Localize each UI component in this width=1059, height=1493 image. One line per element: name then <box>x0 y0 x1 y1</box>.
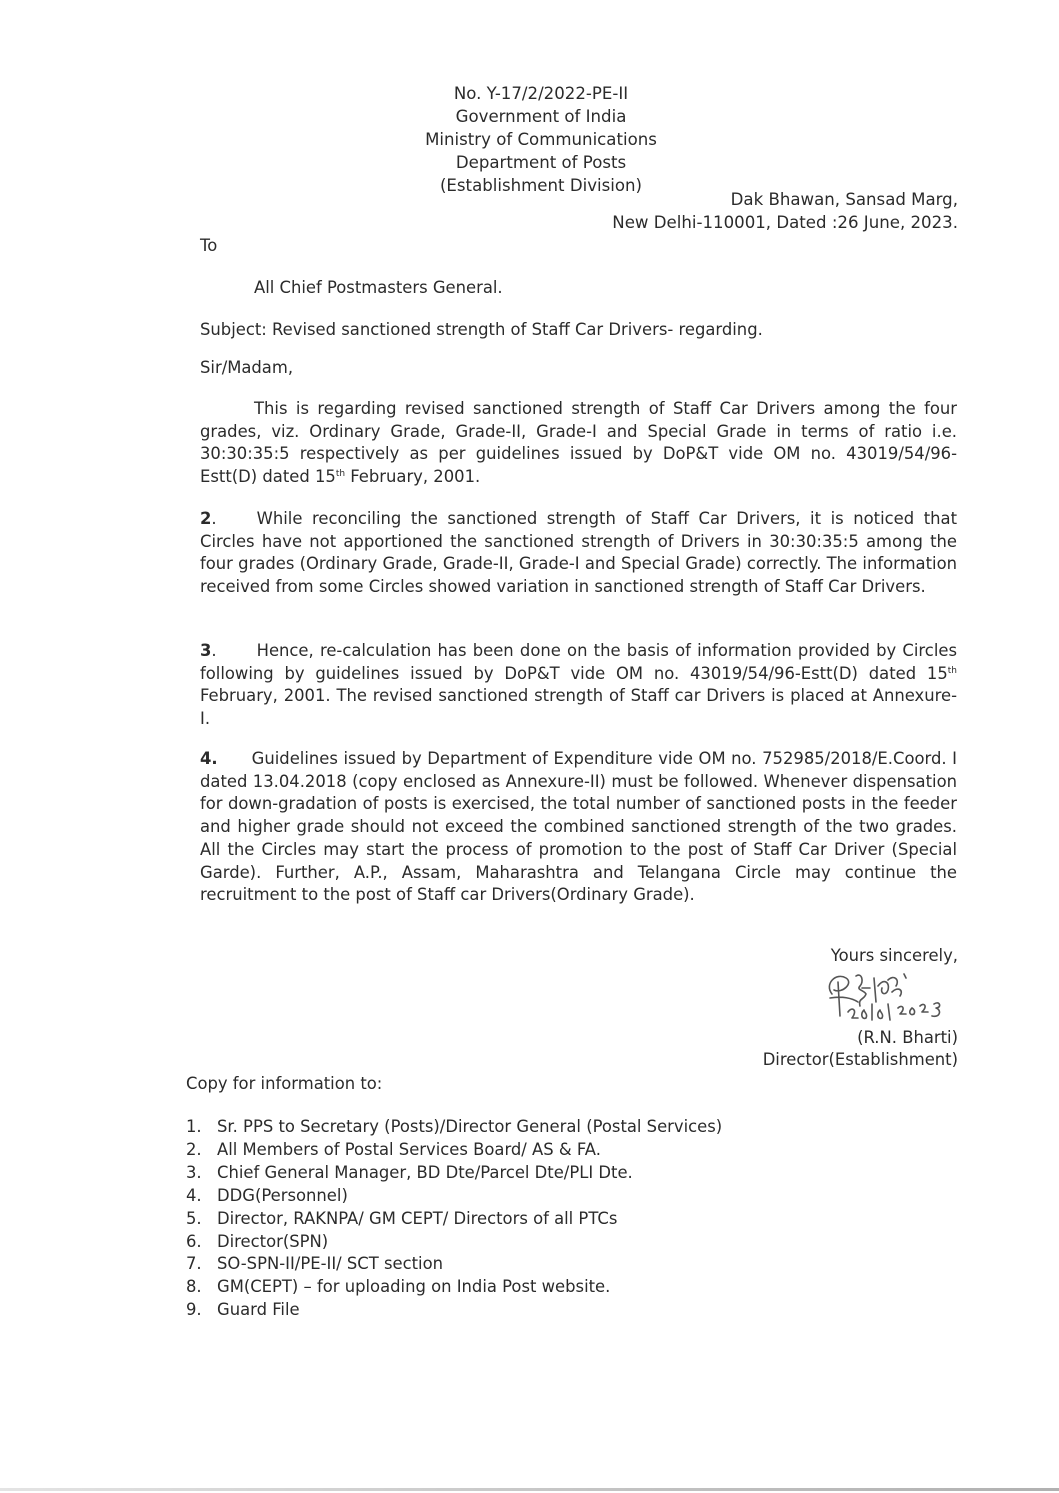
list-item: 2. All Members of Postal Services Board/ AS & FA. <box>186 1139 601 1159</box>
list-item: 9. Guard File <box>186 1300 300 1320</box>
paragraph-1 <box>200 398 957 489</box>
list-item: 5. Director, RAKNPA/ GM CEPT/ Directors of all PTCs <box>186 1208 618 1228</box>
address-line-1: Dak Bhawan, Sansad Marg, <box>730 190 958 209</box>
list-item: 6. Director(SPN) <box>186 1231 329 1251</box>
list-item: 7. SO-SPN-II/PE-II/ SCT section <box>186 1254 443 1274</box>
recipient: All Chief Postmasters General. <box>254 278 503 297</box>
paragraph-number: 4. <box>200 749 218 768</box>
list-item: 8. GM(CEPT) – for uploading on India Post website. <box>186 1277 611 1297</box>
handwritten-signature <box>818 968 968 1030</box>
address-date-line: New Delhi-110001, Dated :26 June, 2023. <box>612 213 958 232</box>
closing: Yours sincerely, <box>830 946 958 965</box>
sender-address <box>612 188 958 234</box>
copy-list <box>186 1116 722 1322</box>
ministry-name: Ministry of Communications <box>425 130 657 149</box>
paragraph-number: 3 <box>200 641 212 660</box>
paragraph-3-text-b: February, 2001. The revised sanctioned strength of Staff car Drivers is placed at Annexure-I. <box>200 686 957 729</box>
list-item: 1. Sr. PPS to Secretary (Posts)/Director General (Postal Services) <box>186 1117 723 1136</box>
paragraph-2: 2. While reconciling the sanctioned strength of Staff Car Drivers, it is noticed that Circles have not apportioned the sanctioned strength of Drivers in 30:30:35:5 among the four grades (Ordinary Grade, Grade-II, Grade-I and Special Grade) correctly. The information received from some Circles showed variation in sanctioned strength of Staff Car Drivers. <box>200 509 957 597</box>
file-number: No. Y-17/2/2022-PE-II <box>453 84 629 103</box>
paragraph-1-text-a: This is regarding revised sanctioned strength of Staff Car Drivers among the four grades, viz. Ordinary Grade, Grade-II, Grade-I and Special Grade in terms of ratio i.e. 30:30:35:5 respectively as per guidelines issued by DoP&T vide OM no. 43019/54/96-Estt(D) dated 15 <box>200 399 957 487</box>
paragraph-4 <box>200 748 957 907</box>
subject-line: Subject: Revised sanctioned strength of Staff Car Drivers- regarding. <box>200 320 763 339</box>
ordinal-suffix: th <box>335 469 346 480</box>
signatory-name: (R.N. Bharti) <box>857 1028 958 1047</box>
list-item: 3. Chief General Manager, BD Dte/Parcel Dte/PLI Dte. <box>186 1162 633 1182</box>
government-name: Government of India <box>455 107 627 126</box>
paragraph-2-text: While reconciling the sanctioned strength of Staff Car Drivers, it is noticed that Circles have not apportioned the sanctioned strength of Drivers in 30:30:35:5 among the four grades (Ordinary Grade, Grade-II, Grade-I and Special Grade) correctly. The information received from some Circles showed variation in sanctioned strength of Staff Car Drivers. <box>200 509 957 597</box>
list-item: 4. DDG(Personnel) <box>186 1185 348 1205</box>
salutation: Sir/Madam, <box>200 358 294 377</box>
paragraph-1-text-b: February, 2001. <box>345 467 481 487</box>
paragraph-3: 3. Hence, re-calculation has been done on the basis of information provided by Circles following by guidelines issued by DoP&T vide OM no. 43019/54/96-Estt(D) dated 15th February, 2001. The revised sanctioned strength of Staff car Drivers is placed at Annexure-I. <box>200 641 957 729</box>
paragraph-4-text: Guidelines issued by Department of Expenditure vide OM no. 752985/2018/E.Coord. I dated 13.04.2018 (copy enclosed as Annexure-II) must be followed. Whenever dispensation for down-gradation of posts is exercised, the total number of sanctioned posts in the feeder and higher grade should not exceed the combined sanctioned strength of the two grades. All the Circles may start the process of promotion to the post of Staff Car Driver (Special Garde). Further, A.P., Assam, Maharashtra and Telangana Circle may continue the recruitment to the post of Staff car Drivers(Ordinary Grade). <box>200 749 957 905</box>
letter-header <box>405 82 677 197</box>
paragraph-3-text-a: Hence, re-calculation has been done on the basis of information provided by Circles following by guidelines issued by DoP&T vide OM no. 43019/54/96-Estt(D) dated 15 <box>200 641 957 683</box>
signatory-title: Director(Establishment) <box>762 1050 958 1069</box>
division-name: (Establishment Division) <box>439 176 643 195</box>
paragraph-number: 2 <box>200 509 212 528</box>
copy-heading: Copy for information to: <box>186 1074 383 1093</box>
ordinal-suffix: th <box>947 665 957 676</box>
scan-edge-line <box>0 1488 1059 1491</box>
to-label: To <box>200 236 218 255</box>
department-name: Department of Posts <box>455 153 627 172</box>
